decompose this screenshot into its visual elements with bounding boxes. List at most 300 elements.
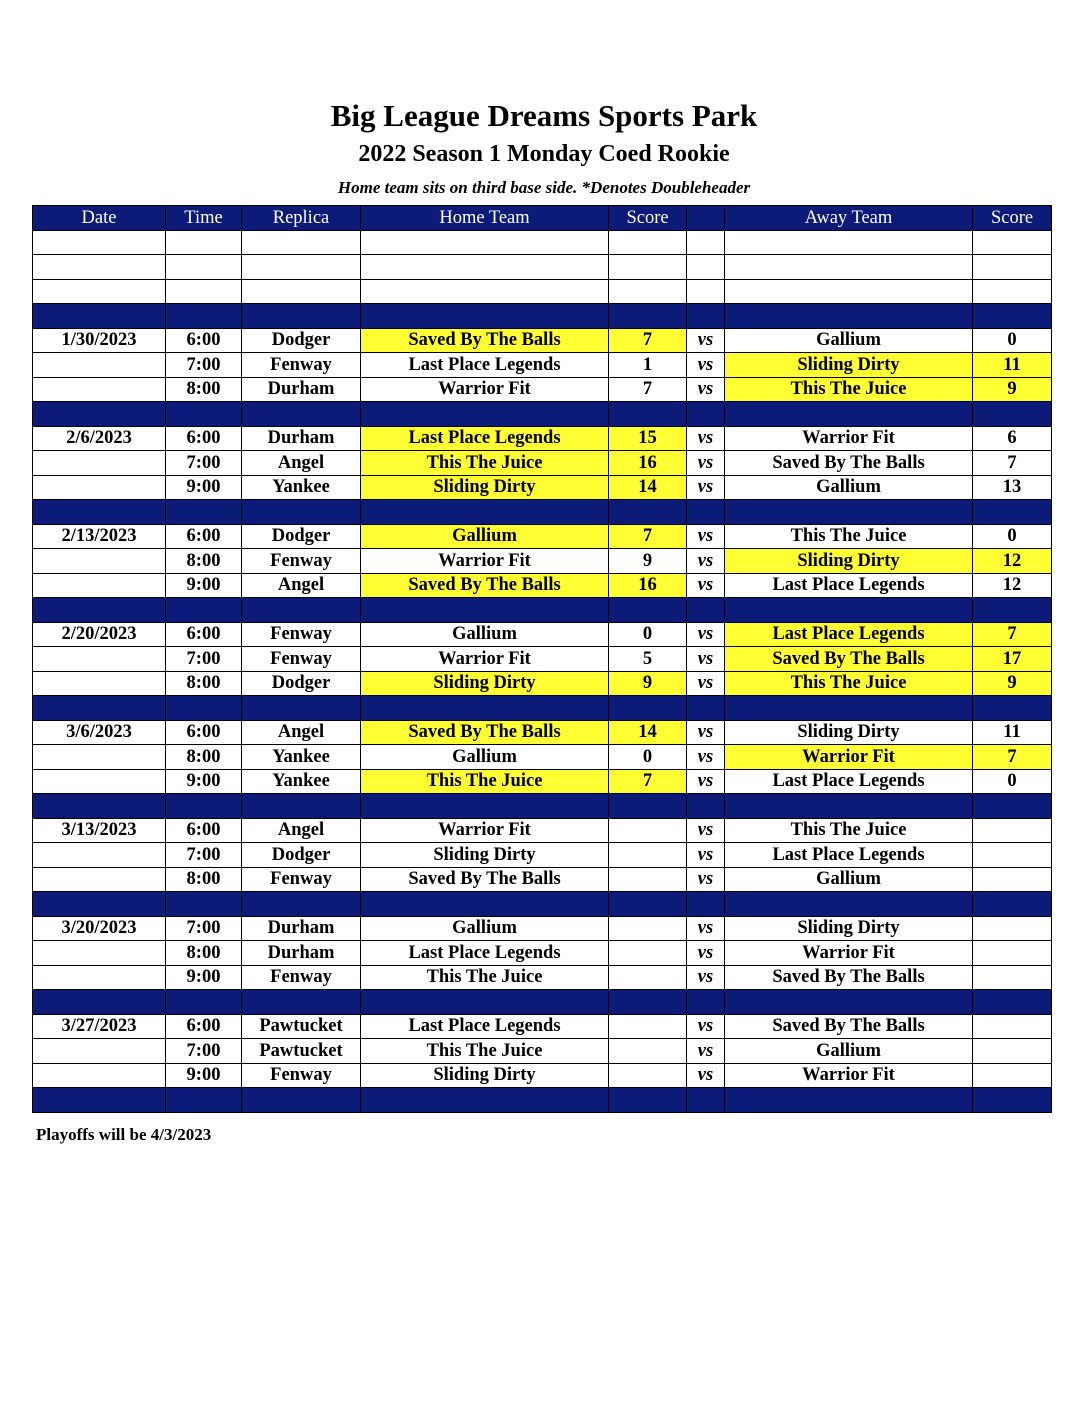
game-field: Fenway <box>242 867 361 892</box>
game-row <box>33 524 1052 549</box>
vs-label: vs <box>687 1063 725 1088</box>
separator-cell <box>973 990 1052 1015</box>
away-score: 17 <box>973 647 1052 672</box>
away-score: 0 <box>973 328 1052 353</box>
page-title: Big League Dreams Sports Park <box>330 98 758 133</box>
game-time: 6:00 <box>166 426 242 451</box>
separator-cell <box>361 304 609 329</box>
separator-cell <box>609 304 687 329</box>
separator-cell <box>33 794 166 819</box>
vs-label: vs <box>687 573 725 598</box>
away-team: Saved By The Balls <box>725 647 973 672</box>
separator-cell <box>687 598 725 623</box>
col-time-header: Time <box>166 206 242 231</box>
empty-cell <box>609 279 687 304</box>
separator-cell <box>33 402 166 427</box>
empty-cell <box>609 230 687 255</box>
home-team: Warrior Fit <box>361 377 609 402</box>
vs-label: vs <box>687 451 725 476</box>
home-team: Warrior Fit <box>361 818 609 843</box>
empty-row <box>33 255 1052 280</box>
game-time: 7:00 <box>166 1039 242 1064</box>
separator-cell <box>242 1088 361 1113</box>
away-score: 9 <box>973 377 1052 402</box>
separator-cell <box>687 1088 725 1113</box>
separator-cell <box>725 304 973 329</box>
separator-cell <box>687 892 725 917</box>
empty-cell <box>687 255 725 280</box>
col-vs-header <box>687 206 725 231</box>
away-score: 7 <box>973 745 1052 770</box>
week-separator-row <box>33 402 1052 427</box>
game-time: 7:00 <box>166 451 242 476</box>
away-team: Sliding Dirty <box>725 916 973 941</box>
game-field: Fenway <box>242 647 361 672</box>
game-time: 6:00 <box>166 720 242 745</box>
game-date <box>33 941 166 966</box>
separator-cell <box>166 402 242 427</box>
away-team: Warrior Fit <box>725 941 973 966</box>
game-field: Yankee <box>242 745 361 770</box>
game-field: Dodger <box>242 328 361 353</box>
home-team: Warrior Fit <box>361 647 609 672</box>
game-row <box>33 745 1052 770</box>
separator-cell <box>687 794 725 819</box>
home-score: 0 <box>609 745 687 770</box>
home-score: 1 <box>609 353 687 378</box>
separator-cell <box>242 304 361 329</box>
away-score <box>973 843 1052 868</box>
separator-cell <box>725 1088 973 1113</box>
separator-cell <box>361 990 609 1015</box>
game-field: Pawtucket <box>242 1039 361 1064</box>
separator-cell <box>361 402 609 427</box>
away-team: Gallium <box>725 328 973 353</box>
col-replica-header: Replica <box>242 206 361 231</box>
empty-cell <box>725 279 973 304</box>
vs-label: vs <box>687 916 725 941</box>
game-time: 6:00 <box>166 328 242 353</box>
separator-cell <box>973 794 1052 819</box>
game-date: 2/6/2023 <box>33 426 166 451</box>
home-team: Warrior Fit <box>361 549 609 574</box>
separator-cell <box>609 402 687 427</box>
game-field: Durham <box>242 916 361 941</box>
game-row <box>33 426 1052 451</box>
separator-cell <box>242 500 361 525</box>
empty-cell <box>687 279 725 304</box>
game-time: 6:00 <box>166 622 242 647</box>
game-date: 3/6/2023 <box>33 720 166 745</box>
empty-cell <box>33 279 166 304</box>
home-team: Saved By The Balls <box>361 720 609 745</box>
away-score <box>973 916 1052 941</box>
home-team: Saved By The Balls <box>361 867 609 892</box>
game-time: 6:00 <box>166 1014 242 1039</box>
home-team: Sliding Dirty <box>361 671 609 696</box>
game-field: Angel <box>242 573 361 598</box>
col-away-score-header: Score <box>973 206 1052 231</box>
away-score: 9 <box>973 671 1052 696</box>
separator-cell <box>725 794 973 819</box>
game-time: 8:00 <box>166 745 242 770</box>
empty-cell <box>166 255 242 280</box>
home-score: 0 <box>609 622 687 647</box>
away-score <box>973 1039 1052 1064</box>
vs-label: vs <box>687 867 725 892</box>
home-team: This The Juice <box>361 1039 609 1064</box>
separator-cell <box>973 892 1052 917</box>
vs-label: vs <box>687 745 725 770</box>
away-score: 12 <box>973 573 1052 598</box>
separator-cell <box>725 696 973 721</box>
separator-cell <box>687 500 725 525</box>
game-date <box>33 647 166 672</box>
empty-cell <box>361 255 609 280</box>
game-row <box>33 720 1052 745</box>
game-time: 9:00 <box>166 573 242 598</box>
home-team: Last Place Legends <box>361 426 609 451</box>
separator-cell <box>725 598 973 623</box>
away-score: 11 <box>973 720 1052 745</box>
home-team: Sliding Dirty <box>361 843 609 868</box>
away-team: Sliding Dirty <box>725 549 973 574</box>
separator-cell <box>33 990 166 1015</box>
vs-label: vs <box>687 965 725 990</box>
separator-cell <box>725 990 973 1015</box>
separator-cell <box>361 598 609 623</box>
vs-label: vs <box>687 549 725 574</box>
home-team: Sliding Dirty <box>361 1063 609 1088</box>
separator-cell <box>166 990 242 1015</box>
home-score: 5 <box>609 647 687 672</box>
game-time: 8:00 <box>166 377 242 402</box>
vs-label: vs <box>687 475 725 500</box>
separator-cell <box>33 598 166 623</box>
game-field: Fenway <box>242 549 361 574</box>
game-row <box>33 1063 1052 1088</box>
away-team: Warrior Fit <box>725 1063 973 1088</box>
home-score: 7 <box>609 328 687 353</box>
game-field: Pawtucket <box>242 1014 361 1039</box>
away-team: Gallium <box>725 867 973 892</box>
away-score <box>973 867 1052 892</box>
empty-row <box>33 279 1052 304</box>
away-team: Saved By The Balls <box>725 965 973 990</box>
vs-label: vs <box>687 671 725 696</box>
home-team: Last Place Legends <box>361 353 609 378</box>
home-team: Saved By The Balls <box>361 573 609 598</box>
home-score: 16 <box>609 573 687 598</box>
away-team: This The Juice <box>725 671 973 696</box>
home-score <box>609 916 687 941</box>
game-time: 7:00 <box>166 916 242 941</box>
separator-cell <box>609 990 687 1015</box>
game-field: Angel <box>242 720 361 745</box>
separator-cell <box>242 892 361 917</box>
away-team: Saved By The Balls <box>725 451 973 476</box>
game-field: Angel <box>242 818 361 843</box>
away-team: Saved By The Balls <box>725 1014 973 1039</box>
away-team: This The Juice <box>725 524 973 549</box>
home-score: 16 <box>609 451 687 476</box>
separator-cell <box>609 500 687 525</box>
game-field: Durham <box>242 377 361 402</box>
empty-cell <box>33 255 166 280</box>
separator-cell <box>33 500 166 525</box>
home-score: 7 <box>609 377 687 402</box>
separator-cell <box>361 794 609 819</box>
away-score <box>973 1014 1052 1039</box>
home-score <box>609 818 687 843</box>
away-score: 13 <box>973 475 1052 500</box>
col-date-header: Date <box>33 206 166 231</box>
separator-cell <box>166 500 242 525</box>
game-row <box>33 769 1052 794</box>
game-date: 1/30/2023 <box>33 328 166 353</box>
separator-cell <box>242 794 361 819</box>
separator-cell <box>973 696 1052 721</box>
game-time: 8:00 <box>166 549 242 574</box>
game-date <box>33 769 166 794</box>
away-score: 7 <box>973 451 1052 476</box>
away-team: Last Place Legends <box>725 622 973 647</box>
empty-cell <box>725 230 973 255</box>
separator-cell <box>361 500 609 525</box>
game-date <box>33 573 166 598</box>
schedule-note: Home team sits on third base side. *Denotes Doubleheader <box>337 178 751 197</box>
home-team: This The Juice <box>361 965 609 990</box>
game-time: 8:00 <box>166 867 242 892</box>
home-score: 7 <box>609 524 687 549</box>
separator-cell <box>33 304 166 329</box>
empty-cell <box>609 255 687 280</box>
game-row <box>33 451 1052 476</box>
away-score: 7 <box>973 622 1052 647</box>
away-score: 6 <box>973 426 1052 451</box>
vs-label: vs <box>687 769 725 794</box>
separator-cell <box>687 696 725 721</box>
away-team: Gallium <box>725 1039 973 1064</box>
empty-cell <box>242 255 361 280</box>
away-score <box>973 941 1052 966</box>
away-team: Last Place Legends <box>725 573 973 598</box>
separator-cell <box>687 304 725 329</box>
home-team: Saved By The Balls <box>361 328 609 353</box>
separator-cell <box>166 696 242 721</box>
game-row <box>33 965 1052 990</box>
home-score <box>609 965 687 990</box>
separator-cell <box>242 990 361 1015</box>
game-date <box>33 451 166 476</box>
separator-cell <box>166 794 242 819</box>
away-team: Last Place Legends <box>725 843 973 868</box>
empty-cell <box>973 255 1052 280</box>
week-separator-row <box>33 500 1052 525</box>
away-score: 12 <box>973 549 1052 574</box>
home-team: Last Place Legends <box>361 1014 609 1039</box>
away-score <box>973 818 1052 843</box>
empty-cell <box>242 279 361 304</box>
game-row <box>33 818 1052 843</box>
game-row <box>33 377 1052 402</box>
game-row <box>33 328 1052 353</box>
home-score: 9 <box>609 549 687 574</box>
game-field: Yankee <box>242 769 361 794</box>
separator-cell <box>33 892 166 917</box>
vs-label: vs <box>687 377 725 402</box>
game-field: Dodger <box>242 843 361 868</box>
home-team: Sliding Dirty <box>361 475 609 500</box>
away-team: Sliding Dirty <box>725 720 973 745</box>
game-field: Fenway <box>242 965 361 990</box>
game-time: 9:00 <box>166 475 242 500</box>
game-field: Dodger <box>242 524 361 549</box>
game-date <box>33 671 166 696</box>
game-field: Fenway <box>242 622 361 647</box>
game-date <box>33 843 166 868</box>
separator-cell <box>361 1088 609 1113</box>
away-team: This The Juice <box>725 818 973 843</box>
week-separator-row <box>33 304 1052 329</box>
game-date: 2/13/2023 <box>33 524 166 549</box>
vs-label: vs <box>687 328 725 353</box>
away-score: 0 <box>973 524 1052 549</box>
empty-cell <box>361 279 609 304</box>
home-team: Gallium <box>361 916 609 941</box>
separator-cell <box>361 892 609 917</box>
separator-cell <box>687 402 725 427</box>
game-time: 7:00 <box>166 353 242 378</box>
separator-cell <box>242 402 361 427</box>
empty-cell <box>361 230 609 255</box>
separator-cell <box>242 598 361 623</box>
game-row <box>33 867 1052 892</box>
game-date <box>33 549 166 574</box>
empty-cell <box>973 279 1052 304</box>
header-row <box>33 206 1052 231</box>
empty-row <box>33 230 1052 255</box>
vs-label: vs <box>687 426 725 451</box>
game-time: 6:00 <box>166 524 242 549</box>
away-score: 0 <box>973 769 1052 794</box>
home-team: Gallium <box>361 745 609 770</box>
away-score: 11 <box>973 353 1052 378</box>
week-separator-row <box>33 1088 1052 1113</box>
separator-cell <box>166 598 242 623</box>
game-field: Durham <box>242 426 361 451</box>
game-time: 7:00 <box>166 647 242 672</box>
game-date: 3/13/2023 <box>33 818 166 843</box>
vs-label: vs <box>687 720 725 745</box>
separator-cell <box>33 696 166 721</box>
game-date <box>33 377 166 402</box>
game-date <box>33 1063 166 1088</box>
vs-label: vs <box>687 818 725 843</box>
vs-label: vs <box>687 622 725 647</box>
game-row <box>33 549 1052 574</box>
game-date <box>33 745 166 770</box>
game-row <box>33 941 1052 966</box>
separator-cell <box>609 794 687 819</box>
schedule-table <box>32 205 1052 1113</box>
separator-cell <box>973 1088 1052 1113</box>
separator-cell <box>725 892 973 917</box>
week-separator-row <box>33 598 1052 623</box>
home-score <box>609 867 687 892</box>
vs-label: vs <box>687 647 725 672</box>
separator-cell <box>973 500 1052 525</box>
game-row <box>33 843 1052 868</box>
game-time: 9:00 <box>166 1063 242 1088</box>
vs-label: vs <box>687 941 725 966</box>
home-team: Last Place Legends <box>361 941 609 966</box>
game-row <box>33 647 1052 672</box>
game-time: 8:00 <box>166 941 242 966</box>
away-team: Gallium <box>725 475 973 500</box>
separator-cell <box>166 892 242 917</box>
empty-cell <box>725 255 973 280</box>
vs-label: vs <box>687 353 725 378</box>
home-team: This The Juice <box>361 451 609 476</box>
game-field: Fenway <box>242 1063 361 1088</box>
separator-cell <box>361 696 609 721</box>
separator-cell <box>973 598 1052 623</box>
game-date <box>33 1039 166 1064</box>
game-time: 9:00 <box>166 769 242 794</box>
home-score: 15 <box>609 426 687 451</box>
home-team: This The Juice <box>361 769 609 794</box>
empty-cell <box>33 230 166 255</box>
home-score: 14 <box>609 475 687 500</box>
game-date: 3/20/2023 <box>33 916 166 941</box>
away-team: Warrior Fit <box>725 426 973 451</box>
home-score <box>609 1039 687 1064</box>
game-row <box>33 916 1052 941</box>
separator-cell <box>242 696 361 721</box>
game-time: 7:00 <box>166 843 242 868</box>
game-date <box>33 965 166 990</box>
separator-cell <box>166 1088 242 1113</box>
empty-cell <box>242 230 361 255</box>
vs-label: vs <box>687 843 725 868</box>
col-away-team-header: Away Team <box>725 206 973 231</box>
game-row <box>33 353 1052 378</box>
week-separator-row <box>33 892 1052 917</box>
empty-cell <box>687 230 725 255</box>
game-date <box>33 867 166 892</box>
home-team: Gallium <box>361 622 609 647</box>
empty-cell <box>973 230 1052 255</box>
separator-cell <box>687 990 725 1015</box>
separator-cell <box>725 402 973 427</box>
game-row <box>33 573 1052 598</box>
separator-cell <box>609 1088 687 1113</box>
away-team: This The Juice <box>725 377 973 402</box>
game-date: 2/20/2023 <box>33 622 166 647</box>
separator-cell <box>609 598 687 623</box>
empty-cell <box>166 279 242 304</box>
separator-cell <box>973 402 1052 427</box>
game-time: 8:00 <box>166 671 242 696</box>
game-field: Fenway <box>242 353 361 378</box>
game-field: Angel <box>242 451 361 476</box>
vs-label: vs <box>687 524 725 549</box>
col-home-score-header: Score <box>609 206 687 231</box>
separator-cell <box>973 304 1052 329</box>
away-score <box>973 1063 1052 1088</box>
vs-label: vs <box>687 1014 725 1039</box>
